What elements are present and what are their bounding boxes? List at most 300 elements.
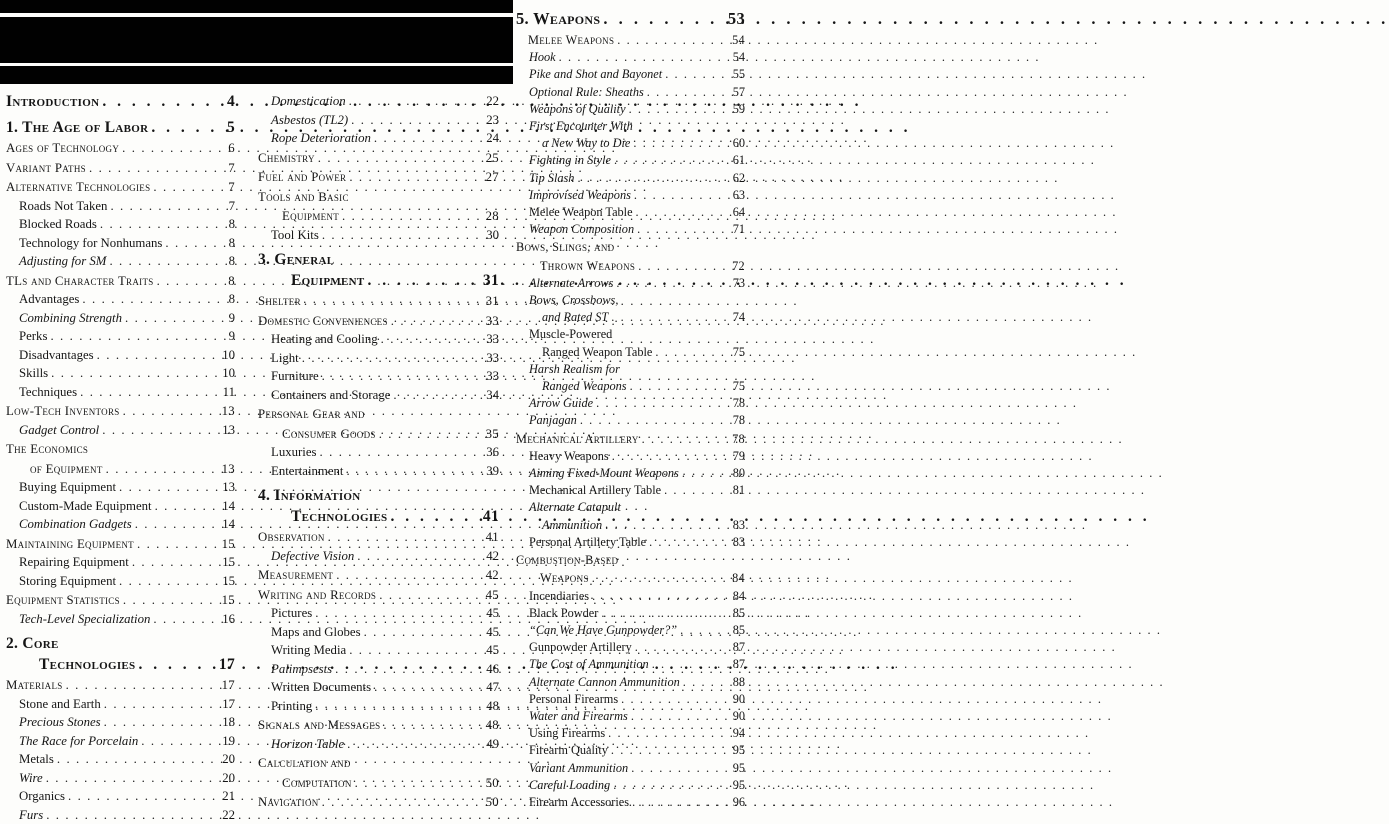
toc-entry-page: 27 [486, 168, 499, 187]
toc-entry-label: Tech-Level Specialization [19, 610, 150, 629]
toc-entry-page: 25 [486, 149, 499, 168]
toc-entry [516, 708, 745, 725]
toc-entry [516, 465, 745, 482]
toc-entry-label: “Can We Have Gunpowder?” [529, 622, 677, 639]
dot-leader [608, 725, 730, 742]
dot-leader [123, 402, 219, 421]
toc-entry [258, 188, 499, 207]
toc-entry-page: 11 [223, 383, 235, 402]
toc-entry-label: Mechanical Artillery [516, 431, 639, 448]
toc-entry-label: Furniture [271, 367, 319, 386]
toc-entry [258, 425, 499, 444]
toc-column-2 [258, 0, 499, 812]
dot-leader [642, 431, 729, 448]
toc-entry-page: 41 [483, 506, 499, 527]
toc-entry [6, 383, 235, 402]
toc-entry-page: 7 [228, 178, 235, 197]
toc-entry-page: 7 [228, 159, 235, 178]
toc-entry-label: 1. The Age of Labor [6, 117, 148, 138]
toc-entry [258, 793, 499, 812]
dot-leader [611, 309, 729, 326]
toc-entry-page: 73 [733, 275, 745, 292]
toc-entry-label: Combustion-Based [516, 552, 618, 569]
toc-entry-label: Organics [19, 787, 65, 806]
toc-entry-page: 45 [486, 586, 499, 605]
toc-entry [516, 517, 745, 534]
toc-entry-label: Weapons [540, 570, 589, 587]
toc-entry-label: Low-Tech Inventors [6, 402, 120, 421]
dot-leader [155, 497, 220, 516]
toc-entry-label: Gadget Control [19, 421, 99, 440]
toc-entry-label: Harsh Realism for [529, 361, 620, 378]
dot-leader [335, 660, 483, 679]
toc-entry-label: Adjusting for SM [19, 252, 106, 271]
toc-entry-label: Storing Equipment [19, 572, 116, 591]
dot-leader [46, 769, 220, 788]
toc-entry-label: Firearm Accessories [529, 794, 629, 811]
toc-entry-page: 50 [486, 793, 499, 812]
toc-entry-label: Bows, Crossbows, [529, 292, 618, 309]
dot-leader [635, 639, 730, 656]
toc-entry-page: 83 [733, 517, 745, 534]
dot-leader [601, 605, 729, 622]
dot-leader [336, 566, 482, 585]
toc-entry [6, 215, 235, 234]
toc-entry-label: Metals [19, 750, 54, 769]
toc-entry-label: Signals and Messages [258, 716, 380, 735]
toc-entry-page: 15 [222, 591, 235, 610]
toc-entry-label: Computation [282, 774, 352, 793]
dot-leader [680, 622, 730, 639]
dot-leader [379, 425, 483, 444]
toc-entry-label: Melee Weapons [528, 32, 614, 49]
toc-entry-page: 8 [229, 290, 235, 309]
toc-entry-label: Careful Loading [529, 777, 610, 794]
toc-entry [516, 292, 745, 309]
toc-entry [6, 497, 235, 516]
dot-leader [123, 591, 219, 610]
toc-entry [258, 386, 499, 405]
toc-entry [258, 249, 499, 270]
toc-entry-label: Calculation and [258, 754, 351, 773]
dot-leader [347, 462, 484, 481]
toc-entry [516, 499, 745, 516]
toc-entry [258, 586, 499, 605]
toc-entry [258, 678, 499, 697]
toc-entry [258, 660, 499, 679]
toc-entry [258, 547, 499, 566]
toc-entry [6, 346, 235, 365]
toc-entry-page: 8 [228, 272, 235, 291]
dot-leader [104, 713, 220, 732]
dot-leader [390, 506, 479, 527]
dot-leader [351, 111, 483, 130]
toc-entry-page: 54 [733, 49, 745, 66]
dot-leader [151, 117, 224, 138]
toc-entry-label: Written Documents [271, 678, 371, 697]
toc-entry [516, 378, 745, 395]
toc-entry-page: 96 [733, 794, 745, 811]
toc-entry-label: Custom-Made Equipment [19, 497, 152, 516]
dot-leader [132, 553, 219, 572]
toc-entry [6, 364, 235, 383]
toc-entry-label: Writing and Records [258, 586, 376, 605]
toc-entry-page: 90 [733, 708, 745, 725]
toc-entry-page: 50 [486, 774, 499, 793]
toc-entry-page: 88 [733, 674, 745, 691]
dot-leader [592, 588, 730, 605]
toc-entry [6, 197, 235, 216]
dot-leader [57, 750, 219, 769]
toc-entry [6, 515, 235, 534]
toc-entry-page: 18 [222, 713, 235, 732]
toc-entry-label: Writing Media [271, 641, 346, 660]
toc-entry-label: Technologies [291, 506, 387, 527]
toc-entry [6, 610, 235, 629]
toc-entry-label: Luxuries [271, 443, 317, 462]
toc-entry-page: 31 [486, 292, 499, 311]
dot-leader [611, 742, 730, 759]
dot-leader [315, 697, 483, 716]
toc-entry-page: 81 [733, 482, 745, 499]
toc-entry-label: 4. Information [258, 485, 361, 506]
dot-leader [141, 732, 219, 751]
toc-entry-page: 49 [486, 735, 499, 754]
toc-entry [6, 309, 235, 328]
toc-entry-page: 80 [733, 465, 745, 482]
toc-entry [258, 506, 499, 527]
toc-entry-label: Weapon Composition [529, 221, 634, 238]
toc-entry-page: 13 [222, 460, 235, 479]
toc-entry-label: Navigation [258, 793, 319, 812]
toc-entry-label: Combination Gadgets [19, 515, 132, 534]
toc-entry-page: 8 [229, 215, 235, 234]
dot-leader [616, 275, 729, 292]
toc-entry [516, 639, 745, 656]
toc-entry-page: 31 [483, 270, 499, 291]
toc-entry [516, 135, 745, 152]
toc-entry-label: Advantages [19, 290, 79, 309]
toc-entry-label: Personal Firearms [529, 691, 618, 708]
toc-entry-label: a New Way to Die [542, 135, 630, 152]
toc-entry-label: Fighting in Style [529, 152, 611, 169]
toc-entry-label: Buying Equipment [19, 478, 116, 497]
toc-entry-page: 84 [733, 588, 745, 605]
toc-entry [6, 421, 235, 440]
toc-entry-page: 33 [486, 312, 499, 331]
dot-leader [633, 135, 729, 152]
dot-leader [374, 129, 483, 148]
toc-entry-page: 20 [222, 769, 235, 788]
dot-leader [559, 49, 730, 66]
dot-leader [393, 386, 483, 405]
toc-entry-label: Tool Kits [271, 226, 319, 245]
dot-leader [165, 234, 225, 253]
dot-leader [157, 272, 226, 291]
toc-entry-page: 17 [219, 654, 235, 675]
toc-entry [516, 691, 745, 708]
toc-entry [516, 725, 745, 742]
toc-entry [516, 570, 745, 587]
toc-entry-page: 87 [733, 639, 745, 656]
dot-leader [322, 226, 483, 245]
dot-leader [621, 691, 730, 708]
toc-entry-label: 2. Core [6, 633, 59, 654]
toc-entry-page: 84 [732, 570, 745, 587]
toc-entry-label: Mechanical Artillery Table [529, 482, 661, 499]
toc-entry-label: Technology for Nonhumans [19, 234, 162, 253]
toc-entry [516, 794, 745, 811]
toc-entry [516, 674, 745, 691]
toc-entry-page: 45 [486, 623, 499, 642]
toc-entry-label: Tools and Basic [258, 188, 349, 207]
dot-leader [592, 570, 729, 587]
toc-entry-page: 53 [728, 7, 745, 30]
toc-entry [6, 535, 235, 554]
dot-leader [652, 656, 730, 673]
dot-leader [630, 378, 730, 395]
toc-entry-page: 17 [222, 676, 235, 695]
dot-leader [50, 327, 225, 346]
toc-entry [258, 270, 499, 291]
toc-entry [6, 654, 235, 675]
dot-leader [381, 330, 484, 349]
toc-entry-label: Roads Not Taken [19, 197, 107, 216]
toc-entry-label: and Rated ST [542, 309, 608, 326]
toc-entry-page: 13 [222, 421, 235, 440]
toc-entry-label: Ranged Weapons [542, 378, 627, 395]
toc-entry-page: 60 [733, 135, 745, 152]
dot-leader [637, 221, 730, 238]
toc-entry [6, 478, 235, 497]
toc-entry-label: Skills [19, 364, 48, 383]
toc-entry-page: 24 [486, 129, 499, 148]
toc-entry [258, 405, 499, 424]
toc-entry [516, 552, 745, 569]
toc-entry-page: 75 [733, 344, 745, 361]
toc-entry [6, 769, 235, 788]
toc-entry [258, 226, 499, 245]
toc-entry [258, 312, 499, 331]
dot-leader [577, 170, 729, 187]
toc-entry [6, 633, 235, 654]
toc-entry-label: Personal Gear and [258, 405, 365, 424]
toc-entry-page: 15 [222, 553, 235, 572]
toc-entry [258, 774, 499, 793]
dot-leader [153, 610, 219, 629]
toc-entry-page: 15 [222, 572, 235, 591]
toc-entry [258, 292, 499, 311]
dot-leader [632, 794, 730, 811]
toc-entry-label: Gunpowder Artillery [529, 639, 632, 656]
dot-leader [603, 7, 725, 30]
toc-entry-page: 78 [732, 431, 745, 448]
dot-leader [89, 159, 225, 178]
toc-entry [516, 84, 745, 101]
toc-entry-page: 61 [733, 152, 745, 169]
dot-leader [102, 91, 224, 112]
dot-leader [135, 515, 220, 534]
toc-entry-page: 78 [733, 395, 745, 412]
dot-leader [665, 66, 730, 83]
toc-entry-label: Blocked Roads [19, 215, 97, 234]
toc-entry-page: 8 [229, 252, 235, 271]
dot-leader [368, 270, 480, 291]
toc-entry [258, 735, 499, 754]
dot-leader [596, 395, 730, 412]
dot-leader [364, 623, 484, 642]
toc-entry-page: 48 [486, 697, 499, 716]
toc-entry-label: Panjagan [529, 412, 577, 429]
toc-entry-label: Weapons of Quality [529, 101, 626, 118]
toc-entry [258, 566, 499, 585]
toc-entry-label: Techniques [19, 383, 77, 402]
dot-leader [683, 674, 730, 691]
toc-entry [516, 588, 745, 605]
dot-leader [100, 215, 226, 234]
toc-entry-page: 74 [733, 309, 745, 326]
toc-entry-label: Measurement [258, 566, 333, 585]
toc-entry-page: 39 [486, 462, 499, 481]
toc-entry-page: 71 [733, 221, 745, 238]
toc-entry-label: Alternative Technologies [6, 178, 150, 197]
toc-entry-page: 42 [486, 547, 499, 566]
toc-entry-page: 28 [486, 207, 499, 226]
toc-entry-label: Shelter [258, 292, 301, 311]
toc-entry [6, 695, 235, 714]
toc-entry-page: 90 [733, 691, 745, 708]
toc-entry [516, 412, 745, 429]
dot-leader [109, 252, 225, 271]
toc-entry-label: Rope Deterioration [271, 129, 371, 148]
dot-leader [374, 678, 483, 697]
toc-entry-page: 9 [229, 327, 235, 346]
toc-entry [516, 152, 745, 169]
toc-entry [6, 327, 235, 346]
toc-entry-label: Aiming Fixed-Mount Weapons [529, 465, 679, 482]
toc-entry-label: Thrown Weapons [540, 258, 635, 275]
toc-entry [6, 787, 235, 806]
toc-entry-page: 8 [229, 234, 235, 253]
toc-entry-page: 45 [486, 641, 499, 660]
toc-entry [258, 641, 499, 660]
toc-entry-page: 20 [222, 750, 235, 769]
toc-entry-label: Ages of Technology [6, 139, 119, 158]
dot-leader [638, 258, 729, 275]
dot-leader [613, 777, 730, 794]
toc-entry-label: Light [271, 349, 299, 368]
toc-entry [258, 754, 499, 773]
toc-entry-page: 7 [229, 197, 235, 216]
toc-entry [516, 431, 745, 448]
toc-entry-label: Equipment Statistics [6, 591, 120, 610]
toc-entry-label: Maintaining Equipment [6, 535, 134, 554]
toc-entry-label: Furs [19, 806, 43, 824]
toc-entry-label: Pike and Shot and Bayonet [529, 66, 662, 83]
toc-entry-page: 33 [486, 330, 499, 349]
dot-leader [629, 101, 730, 118]
dot-leader [349, 641, 483, 660]
dot-leader [391, 312, 483, 331]
toc-entry-label: Domestic Conveniences [258, 312, 388, 331]
dot-leader [104, 695, 219, 714]
toc-entry-label: Improvised Weapons [529, 187, 631, 204]
toc-entry [516, 66, 745, 83]
toc-entry-page: 19 [222, 732, 235, 751]
toc-entry-page: 46 [486, 660, 499, 679]
toc-entry-page: 62 [733, 170, 745, 187]
toc-entry-label: Domestication [271, 92, 346, 111]
toc-entry-label: Chemistry [258, 149, 315, 168]
toc-entry-label: of Equipment [30, 460, 103, 479]
dot-leader [122, 139, 225, 158]
toc-entry-label: First Encounter With [529, 118, 633, 135]
toc-entry [258, 716, 499, 735]
dot-leader [647, 84, 730, 101]
toc-entry-label: Maps and Globes [271, 623, 361, 642]
toc-entry-page: 4 [227, 91, 235, 112]
dot-leader [322, 793, 483, 812]
toc-entry-label: Materials [6, 676, 63, 695]
toc-entry [6, 713, 235, 732]
dot-leader [347, 735, 483, 754]
toc-entry-label: Asbestos (TL2) [271, 111, 348, 130]
toc-entry-page: 59 [733, 101, 745, 118]
toc-entry-page: 95 [733, 742, 745, 759]
toc-entry-label: Heavy Weapons [529, 448, 609, 465]
toc-entry-page: 5 [227, 117, 235, 138]
toc-entry-page: 10 [222, 364, 235, 383]
toc-entry-page: 14 [222, 515, 235, 534]
toc-entry-label: Equipment [291, 270, 365, 291]
toc-entry [6, 139, 235, 158]
toc-entry [258, 207, 499, 226]
toc-entry-page: 16 [222, 610, 235, 629]
toc-entry-page: 64 [733, 204, 745, 221]
toc-entry [6, 732, 235, 751]
toc-entry [258, 92, 499, 111]
dot-leader [634, 187, 730, 204]
toc-entry [258, 168, 499, 187]
toc-entry-label: Water and Firearms [529, 708, 628, 725]
toc-entry [258, 111, 499, 130]
dot-leader [682, 465, 730, 482]
toc-entry-label: Alternate Arrows [529, 275, 613, 292]
toc-entry-label: Incendiaries [529, 588, 589, 605]
toc-entry-label: Horizon Table [271, 735, 344, 754]
toc-entry-page: 85 [733, 605, 745, 622]
toc-entry [6, 553, 235, 572]
toc-entry-label: The Race for Porcelain [19, 732, 138, 751]
dot-leader [315, 604, 483, 623]
toc-entry-page: 78 [733, 412, 745, 429]
toc-entry-page: 36 [486, 443, 499, 462]
toc-entry [516, 361, 745, 378]
dot-leader [614, 152, 730, 169]
toc-entry-page: 34 [486, 386, 499, 405]
toc-entry [258, 462, 499, 481]
dot-leader [379, 586, 482, 605]
toc-entry-label: Arrow Guide [529, 395, 593, 412]
toc-entry [6, 178, 235, 197]
toc-entry-label: Variant Paths [6, 159, 86, 178]
toc-entry-page: 95 [733, 760, 745, 777]
toc-entry-page: 15 [222, 535, 235, 554]
toc-entry-label: Firearm Quality [529, 742, 608, 759]
toc-entry [6, 402, 235, 421]
dot-leader [51, 364, 219, 383]
toc-entry [6, 91, 235, 112]
